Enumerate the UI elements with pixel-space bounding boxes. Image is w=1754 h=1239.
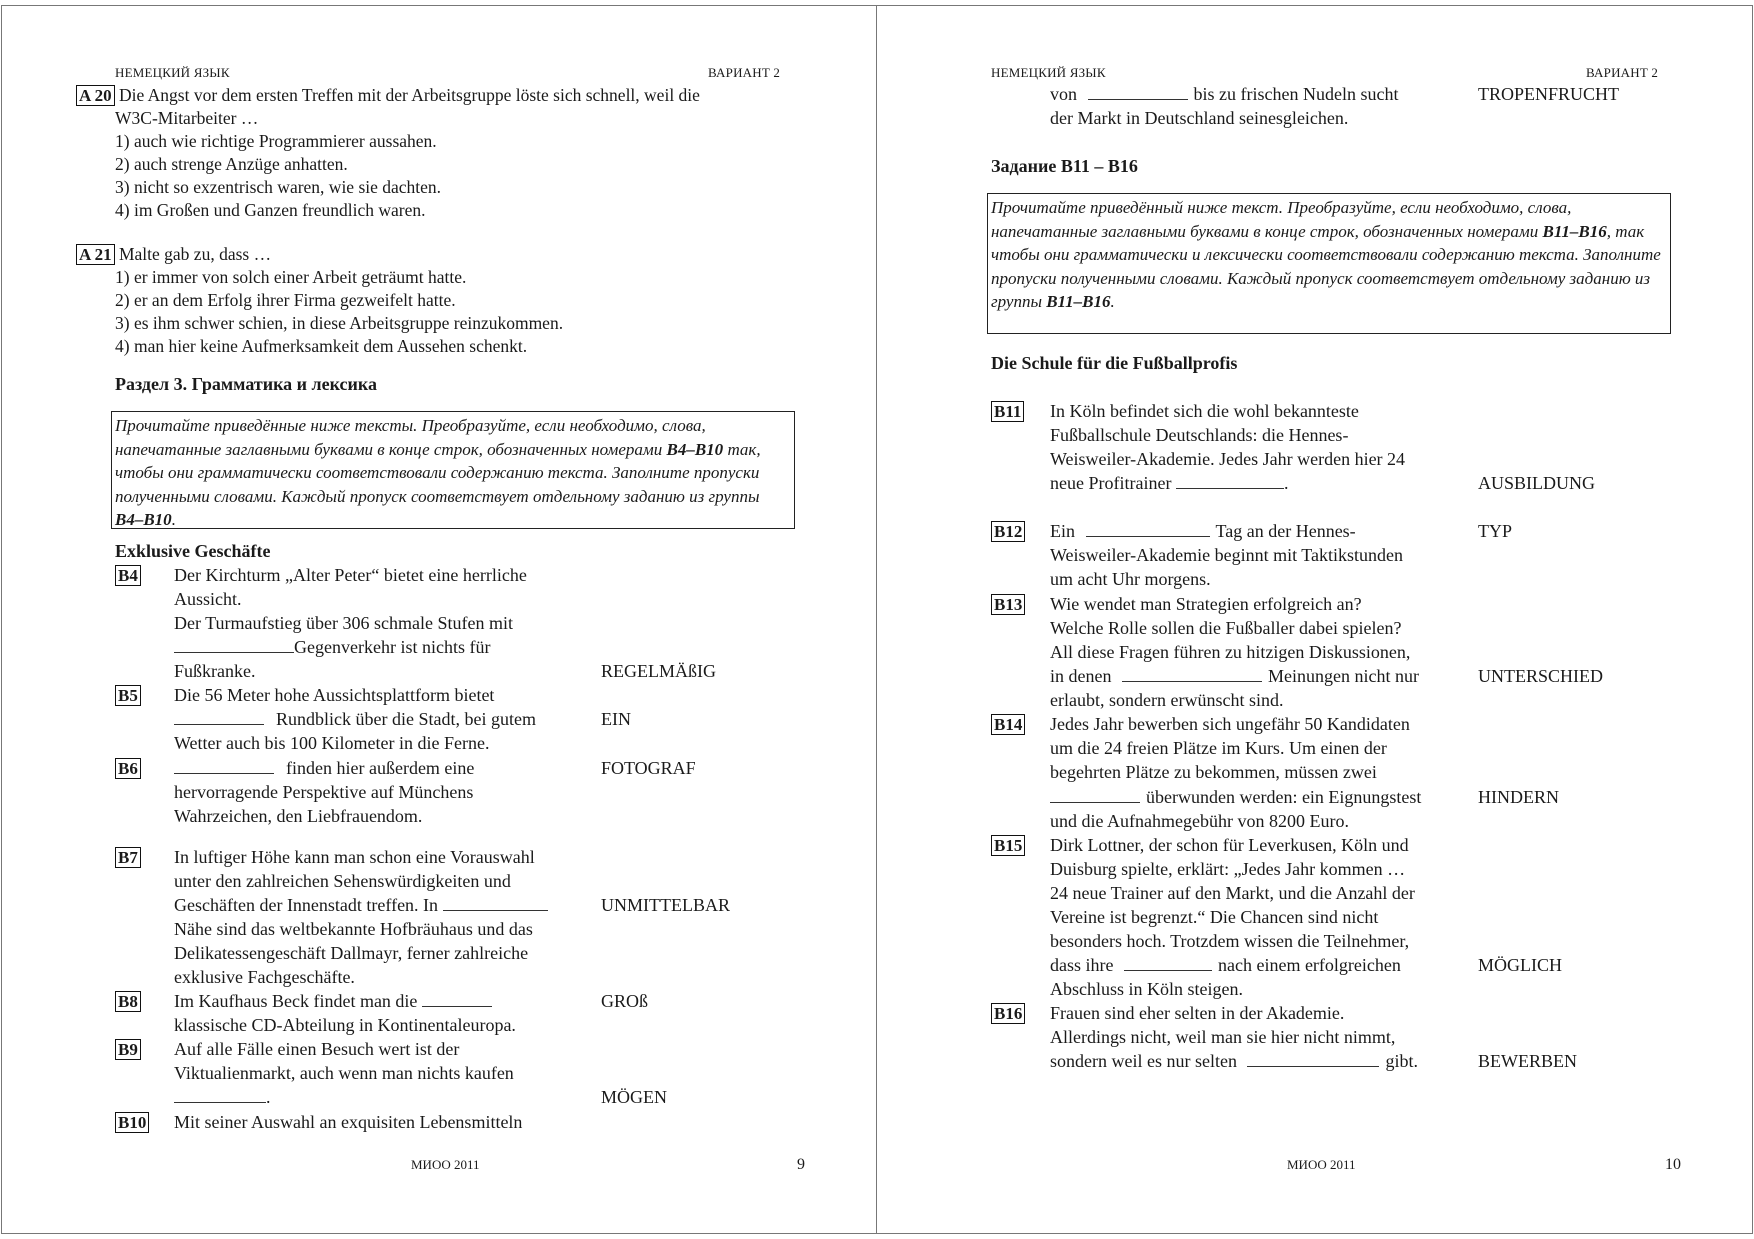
text-line: Nähe sind das weltbekannte Hofbräuhaus und das [174, 919, 533, 939]
answer-option: 1) auch wie richtige Programmierer aussahen. [115, 131, 437, 151]
text-line: Die 56 Meter hohe Aussichtsplattform bietet [174, 685, 495, 705]
text-line: Im Kaufhaus Beck findet man die [174, 991, 492, 1012]
page-number: 9 [797, 1156, 805, 1173]
task-number: B14 [991, 714, 1025, 735]
text-line: 24 neue Trainer auf den Markt, und die Anzahl der [1050, 883, 1415, 903]
text-line: Weisweiler-Akademie beginnt mit Taktikstunden [1050, 545, 1404, 565]
answer-option: 3) nicht so exzentrisch waren, wie sie dachten. [115, 177, 442, 197]
answer-blank[interactable] [174, 759, 274, 774]
header-subject: НЕМЕЦКИЙ ЯЗЫК [115, 65, 230, 80]
task-title: Задание B11 – B16 [991, 156, 1138, 176]
text-line: Allerdings nicht, weil man sie hier nicht nimmt, [1050, 1027, 1396, 1047]
text-line: Jedes Jahr bewerben sich ungefähr 50 Kandidaten [1050, 714, 1410, 734]
question-number: A 20 [76, 85, 115, 106]
keyword: BEWERBEN [1478, 1051, 1577, 1071]
task-b8 [115, 991, 141, 1012]
task-number: B4 [115, 565, 141, 586]
task-b14 [991, 714, 1025, 735]
task-number: B12 [991, 521, 1025, 542]
question-a20 [76, 84, 700, 107]
text-line: in denen Meinungen nicht nur [1050, 666, 1419, 686]
text-line: Abschluss in Köln steigen. [1050, 979, 1243, 999]
header-subject: НЕМЕЦКИЙ ЯЗЫК [991, 65, 1106, 80]
section-title: Раздел 3. Грамматика и лексика [115, 374, 378, 394]
task-b16 [991, 1003, 1025, 1024]
text-line: All diese Fragen führen zu hitzigen Diskussionen, [1050, 642, 1411, 662]
task-number: B15 [991, 835, 1025, 856]
answer-option: 1) er immer von solch einer Arbeit geträumt hatte. [115, 267, 467, 287]
task-b10 [115, 1112, 149, 1133]
question-stem: Malte gab zu, dass … [118, 244, 272, 264]
keyword: MÖGLICH [1478, 955, 1562, 975]
keyword: GROß [601, 991, 649, 1011]
answer-blank[interactable] [1124, 956, 1212, 971]
text-line: . [174, 1087, 271, 1108]
answer-blank[interactable] [1176, 474, 1284, 489]
text-line: exklusive Fachgeschäfte. [174, 967, 355, 987]
text-line: Duisburg spielte, erklärt: „Jedes Jahr kommen … [1050, 859, 1406, 879]
left-page [0, 0, 876, 1239]
keyword: UNTERSCHIED [1478, 666, 1603, 686]
task-number: B5 [115, 685, 141, 706]
text-line: um acht Uhr morgens. [1050, 569, 1211, 589]
keyword: EIN [601, 709, 631, 729]
answer-option: 4) im Großen und Ganzen freundlich waren. [115, 200, 426, 220]
text-line: unter den zahlreichen Sehenswürdigkeiten und [174, 871, 511, 891]
text-line: und die Aufnahmegebühr von 8200 Euro. [1050, 811, 1349, 831]
question-a21 [76, 243, 271, 266]
task-number: B13 [991, 594, 1025, 615]
keyword: UNMITTELBAR [601, 895, 730, 915]
answer-option: 3) es ihm schwer schien, in diese Arbeitsgruppe reinzukommen. [115, 313, 564, 333]
text-line: sondern weil es nur selten gibt. [1050, 1051, 1418, 1071]
text-line: finden hier außerdem eine [174, 758, 474, 779]
answer-blank[interactable] [1086, 522, 1210, 537]
task-b11 [991, 401, 1024, 422]
answer-blank[interactable] [174, 1088, 266, 1103]
text-line: besonders hoch. Trotzdem wissen die Teilnehmer, [1050, 931, 1410, 951]
text-line: hervorragende Perspektive auf Münchens [174, 782, 474, 802]
text-line: Vereine ist begrenzt.“ Die Chancen sind nicht [1050, 907, 1379, 927]
text-line: Wahrzeichen, den Liebfrauendom. [174, 806, 423, 826]
keyword: MÖGEN [601, 1087, 667, 1107]
text-title: Die Schule für die Fußballprofis [991, 353, 1238, 373]
keyword: FOTOGRAF [601, 758, 696, 778]
answer-option: 2) auch strenge Anzüge anhatten. [115, 154, 348, 174]
answer-blank[interactable] [1122, 667, 1262, 682]
instruction-box: Прочитайте приведённые ниже тексты. Преобразуйте, если необходимо, слова, напечатанные заглавными буквами в конце строк, обозначенных номерами B4–B10 так, чтобы они грамматически соответствовали содержанию текста. Заполните пропуски полученными словами. Каждый пропуск соответствует отдельному заданию из группы B4–B10. [111, 411, 795, 529]
page-number: 10 [1665, 1156, 1681, 1173]
task-number: B9 [115, 1039, 141, 1060]
answer-option: 2) er an dem Erfolg ihrer Firma gezweifelt hatte. [115, 290, 456, 310]
keyword: AUSBILDUNG [1478, 473, 1595, 493]
instruction-box: Прочитайте приведённый ниже текст. Преобразуйте, если необходимо, слова, напечатанные заглавными буквами в конце строк, обозначенных номерами B11–B16, так чтобы они грамматически и лексически соответствовали содержанию текста. Заполните пропуски полученными словами. Каждый пропуск соответствует отдельному заданию из группы B11–B16. [987, 193, 1671, 334]
text-line: begehrten Plätze zu bekommen, müssen zwei [1050, 762, 1377, 782]
text-line: In luftiger Höhe kann man schon eine Vorauswahl [174, 847, 535, 867]
text-line: überwunden werden: ein Eignungstest [1050, 787, 1421, 808]
text-line: Fußballschule Deutschlands: die Hennes- [1050, 425, 1349, 445]
keyword: TYP [1478, 521, 1513, 541]
task-b5 [115, 685, 141, 706]
text-line: klassische CD-Abteilung in Kontinentaleuropa. [174, 1015, 516, 1035]
footer: МИОО 2011 [1287, 1157, 1356, 1172]
task-b12 [991, 521, 1025, 542]
answer-blank[interactable] [1088, 85, 1188, 100]
question-number: A 21 [76, 244, 115, 265]
task-number: B16 [991, 1003, 1025, 1024]
task-b9 [115, 1039, 141, 1060]
right-page [877, 0, 1754, 1239]
text-line: Delikatessengeschäft Dallmayr, ferner zahlreiche [174, 943, 529, 963]
answer-blank[interactable] [443, 896, 548, 911]
task-number: B10 [115, 1112, 149, 1133]
text-line: Dirk Lottner, der schon für Leverkusen, Köln und [1050, 835, 1409, 855]
header-variant: ВАРИАНТ 2 [1586, 65, 1659, 80]
text-line: dass ihre nach einem erfolgreichen [1050, 955, 1401, 975]
keyword: HINDERN [1478, 787, 1559, 807]
header-variant: ВАРИАНТ 2 [708, 65, 781, 80]
answer-blank[interactable] [174, 638, 294, 653]
text-line: Wie wendet man Strategien erfolgreich an? [1050, 594, 1362, 614]
text-line: Viktualienmarkt, auch wenn man nichts kaufen [174, 1063, 514, 1083]
text-line: Weisweiler-Akademie. Jedes Jahr werden hier 24 [1050, 449, 1406, 469]
text-line: Geschäften der Innenstadt treffen. In [174, 895, 548, 916]
text-line: Aussicht. [174, 589, 242, 609]
text-line: der Markt in Deutschland seinesgleichen. [1050, 108, 1349, 128]
text-line: In Köln befindet sich die wohl bekannteste [1050, 401, 1359, 421]
text-line: Rundblick über die Stadt, bei gutem [174, 709, 536, 730]
text-line: Der Kirchturm „Alter Peter“ bietet eine herrliche [174, 565, 527, 585]
text-line: um die 24 freien Plätze im Kurs. Um einen der [1050, 738, 1387, 758]
answer-blank[interactable] [1247, 1052, 1379, 1067]
text-line: Ein Tag an der Hennes- [1050, 521, 1356, 541]
task-number: B11 [991, 401, 1024, 422]
text-line: neue Profitrainer . [1050, 473, 1289, 493]
text-line: Auf alle Fälle einen Besuch wert ist der [174, 1039, 460, 1059]
answer-option: 4) man hier keine Aufmerksamkeit dem Aussehen schenkt. [115, 336, 528, 356]
task-b7 [115, 847, 141, 868]
task-number: B8 [115, 991, 141, 1012]
keyword: TROPENFRUCHT [1478, 84, 1620, 104]
keyword: REGELMÄßIG [601, 661, 716, 681]
text-line: Der Turmaufstieg über 306 schmale Stufen mit [174, 613, 513, 633]
text-line: Wetter auch bis 100 Kilometer in die Ferne. [174, 733, 490, 753]
text-line: Welche Rolle sollen die Fußballer dabei spielen? [1050, 618, 1402, 638]
text-line: erlaubt, sondern erwünscht sind. [1050, 690, 1284, 710]
task-b15 [991, 835, 1025, 856]
answer-blank[interactable] [422, 992, 492, 1007]
text-title: Exklusive Geschäfte [115, 541, 271, 561]
answer-blank[interactable] [174, 710, 264, 725]
task-number: B6 [115, 758, 141, 779]
answer-blank[interactable] [1050, 788, 1140, 803]
question-stem-continued: W3C-Mitarbeiter … [115, 108, 259, 128]
task-b13 [991, 594, 1025, 615]
task-number: B7 [115, 847, 141, 868]
task-b6 [115, 758, 141, 779]
task-b4 [115, 565, 141, 586]
text-line: Gegenverkehr ist nichts für [174, 637, 490, 658]
text-line: Frauen sind eher selten in der Akademie. [1050, 1003, 1345, 1023]
text-line: Fußkranke. [174, 661, 256, 681]
footer: МИОО 2011 [411, 1157, 480, 1172]
question-stem: Die Angst vor dem ersten Treffen mit der Arbeitsgruppe löste sich schnell, weil die [118, 85, 700, 105]
text-line: Mit seiner Auswahl an exquisiten Lebensmitteln [174, 1112, 523, 1132]
text-line: von bis zu frischen Nudeln sucht [1050, 84, 1399, 104]
